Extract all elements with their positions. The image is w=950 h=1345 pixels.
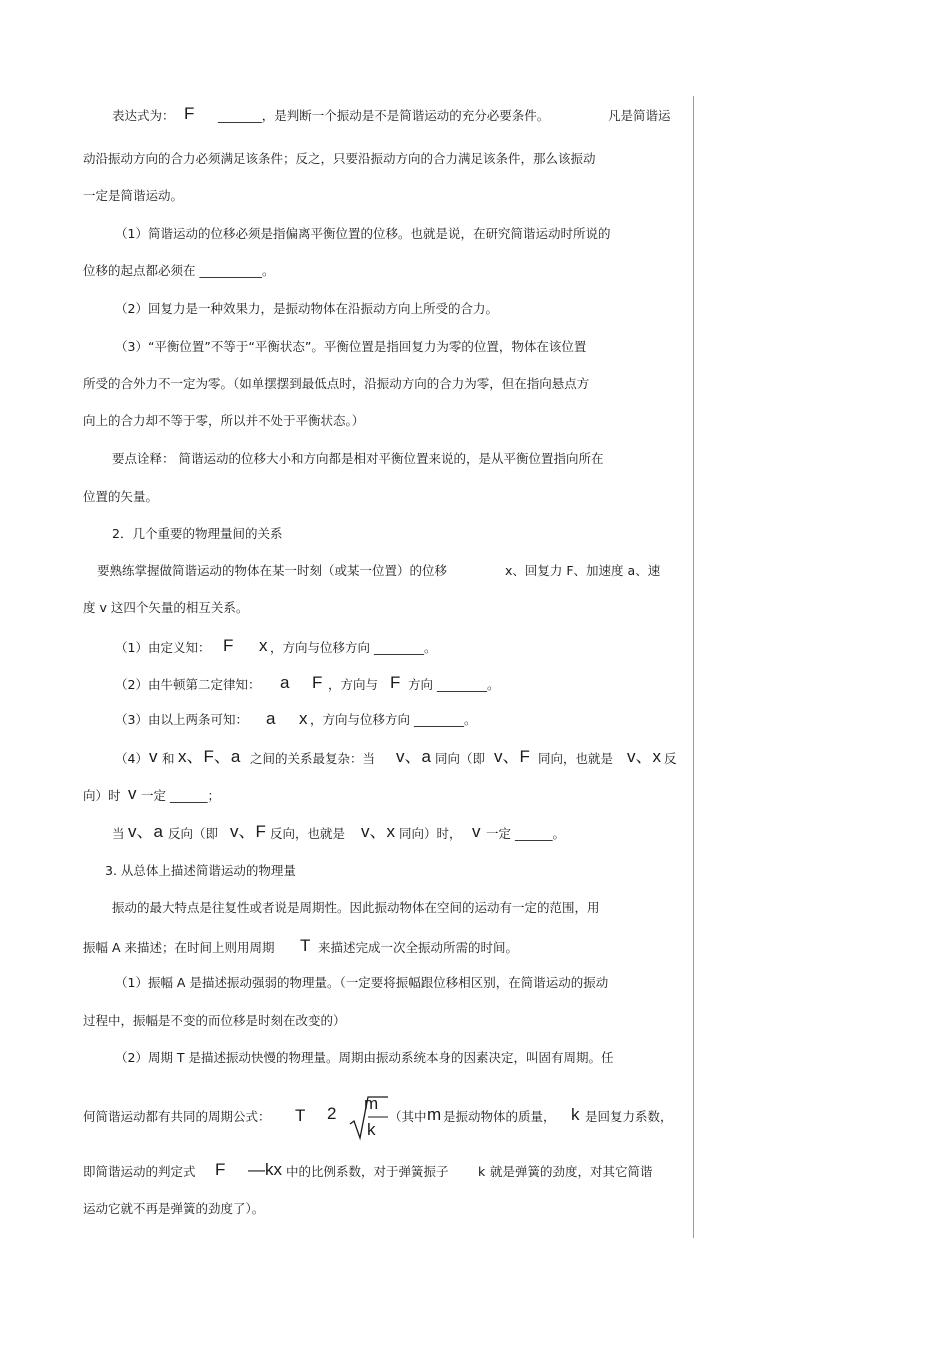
math-symbol: x、F、a [178, 747, 241, 766]
text-line: 要点诠释： 简谐运动的位移大小和方向都是相对平衡位置来说的，是从平衡位置指向所在 [112, 451, 604, 466]
math-symbol: F [312, 673, 323, 692]
text-line: 方向 ________。 [408, 677, 500, 692]
text-line: 运动它就不再是弹簧的劲度了）。 [83, 1201, 265, 1216]
text-line: 当 [112, 826, 125, 841]
text-line: （2）回复力是一种效果力，是振动物体在沿振动方向上所受的合力。 [115, 301, 498, 316]
text-line: （4） [115, 751, 148, 766]
math-symbol: T [295, 1106, 306, 1125]
math-symbol: m [427, 1105, 442, 1124]
text-line: （1）由定义知： [115, 640, 211, 655]
text-line: 所受的合外力不一定为零。（如单摆摆到最低点时，沿振动方向的合力为零，但在指向悬点方 [83, 376, 590, 391]
text-line: 度 v 这四个矢量的相互关系。 [83, 600, 249, 615]
text-line: （1）振幅 A 是描述振动强弱的物理量。（一定要将振幅跟位移相区别，在简谐运动的振动 [115, 975, 609, 990]
math-symbol: v、a [128, 822, 163, 841]
right-margin-rule [693, 96, 694, 1238]
text-line: 位置的矢量。 [83, 489, 159, 504]
fraction-numerator: m [364, 1094, 379, 1113]
math-symbol: v、x [627, 747, 661, 766]
math-symbol: F [184, 104, 195, 123]
math-symbol: T [300, 936, 311, 955]
text-line: ，方向与位移方向 ________。 [310, 712, 477, 727]
math-symbol: a [280, 673, 290, 692]
text-line: 中的比例系数，对于弹簧振子 [286, 1164, 449, 1179]
text-line: 要熟练掌握做简谐运动的物体在某一时刻（或某一位置）的位移 [97, 563, 448, 578]
text-line: 一定 ______； [141, 788, 220, 803]
text-line: （2）周期 T 是描述振动快慢的物理量。周期由振动系统本身的因素决定，叫固有周期。任 [115, 1050, 614, 1065]
math-symbol: v [128, 784, 137, 803]
math-symbol: 2 [327, 1104, 337, 1123]
text-line: 振动的最大特点是往复性或者说是周期性。因此振动物体在空间的运动有一定的范围，用 [112, 900, 600, 915]
math-symbol: v [472, 822, 481, 841]
text-line: 之间的关系最复杂：当 [250, 751, 376, 766]
text-line: 反向，也就是 [270, 826, 346, 841]
text-line: ，方向与位移方向 ________。 [270, 640, 437, 655]
math-symbol: a [266, 709, 276, 728]
text-line: （1）简谐运动的位移必须是指偏离平衡位置的位移。也就是说，在研究简谐运动时所说的 [115, 226, 611, 241]
text-line: 同向）时， [399, 826, 462, 841]
text-line: 是振动物体的质量， [443, 1109, 556, 1124]
text-line: ，方向与 [328, 677, 379, 692]
text-line: 是回复力系数， [585, 1109, 673, 1124]
math-symbol: v、F [494, 747, 530, 766]
text-line: 凡是简谐运 [608, 108, 671, 123]
text-line: 向）时 [83, 788, 121, 803]
text-line: 振幅 A 来描述；在时间上则用周期 [83, 940, 275, 955]
text-line: 和 [162, 751, 175, 766]
text-line: k [478, 1164, 486, 1179]
text-line: 同向，也就是 [538, 751, 614, 766]
math-symbol: v、x [361, 822, 395, 841]
text-line: （3）“平衡位置”不等于“平衡状态”。平衡位置是指回复力为零的位置，物体在该位置 [115, 339, 587, 354]
fraction-denominator: k [367, 1120, 376, 1139]
text-line: 即简谐运动的判定式 [83, 1164, 196, 1179]
text-line: 一定是简谐运动。 [83, 188, 184, 203]
math-symbol: v [149, 747, 158, 766]
text-line: x、回复力 F、加速度 a、速 [505, 563, 661, 578]
math-symbol: k [571, 1105, 580, 1124]
text-line: （3）由以上两条可知： [115, 712, 248, 727]
text-line: 何简谐运动都有共同的周期公式： [83, 1109, 271, 1124]
math-symbol: F [390, 673, 401, 692]
text-line: （2）由牛顿第二定律知： [115, 677, 261, 692]
text-line: （其中 [389, 1109, 427, 1124]
text-line: 表达式为： [112, 108, 175, 123]
text-line: 一定 ______。 [486, 826, 565, 841]
math-symbol: x [259, 636, 268, 655]
math-symbol: x [299, 709, 308, 728]
text-line: 过程中，振幅是不变的而位移是时刻在改变的） [83, 1013, 346, 1028]
math-symbol: v、F [230, 822, 266, 841]
text-line: 反向（即 [168, 826, 219, 841]
math-symbol: v、a [396, 747, 431, 766]
text-line: 同向（即 [435, 751, 486, 766]
math-symbol: F [223, 636, 234, 655]
text-line: 动沿振动方向的合力必须满足该条件；反之，只要沿振动方向的合力满足该条件，那么该振动 [83, 151, 596, 166]
math-symbol: F [215, 1160, 226, 1179]
text-line: 来描述完成一次全振动所需的时间。 [318, 940, 519, 955]
section-heading: 2．几个重要的物理量间的关系 [112, 526, 283, 541]
section-heading: 3. 从总体上描述简谐运动的物理量 [105, 863, 296, 878]
text-line: _______，是判断一个振动是不是简谐运动的充分必要条件。 [218, 108, 550, 123]
math-symbol: —kx [248, 1160, 282, 1179]
text-line: 反 [664, 751, 677, 766]
text-line: 就是弹簧的劲度，对其它简谐 [490, 1164, 653, 1179]
text-line: 位移的起点都必须在 __________。 [83, 263, 275, 278]
text-line: 向上的合力却不等于零，所以并不处于平衡状态。） [83, 413, 365, 428]
